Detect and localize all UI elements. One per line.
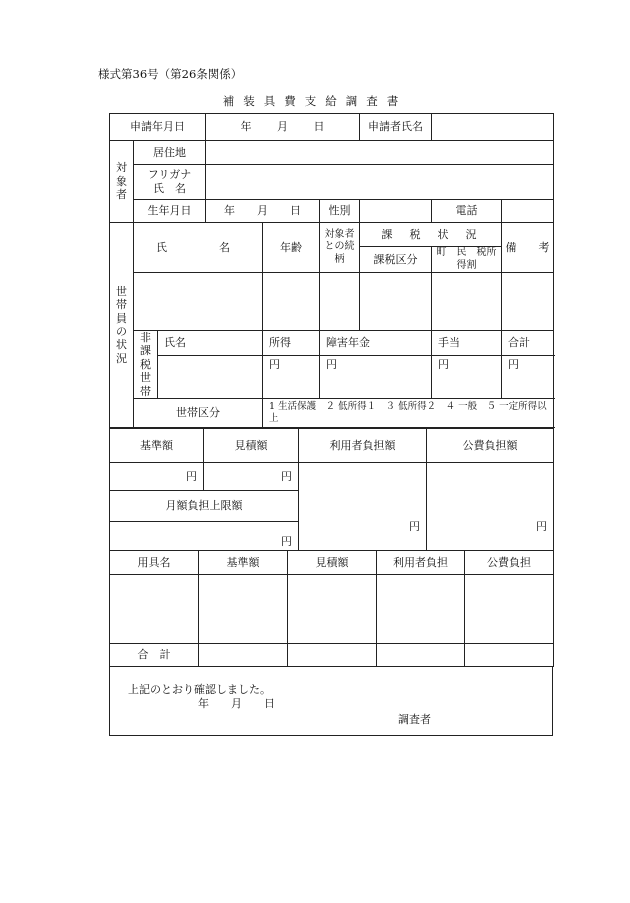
sex-field[interactable] [360,200,432,223]
household-resident-tax-cell[interactable] [432,273,502,331]
household-class-label: 世帯区分 [134,399,263,428]
standard-amount-header: 基準額 [110,429,204,463]
month-label: 月 [277,120,289,134]
item-name-cell[interactable] [110,575,199,644]
applicant-name-label: 申請者氏名 [360,114,432,141]
household-note-header: 備 考 [502,223,554,273]
household-relation-header: 対象者との続柄 [320,223,360,273]
household-tax-class-cell[interactable] [360,273,432,331]
non-taxable-group-label: 非 課 税 世 帯 [134,331,158,399]
phone-label: 電話 [432,200,502,223]
item-user-cell[interactable] [377,575,465,644]
page-title: 補装具費支給調査書 [222,94,408,108]
household-relation-cell[interactable] [320,273,360,331]
confirmation-date[interactable]: 年 月 日 [198,697,275,710]
nt-income-header: 所得 [263,331,320,356]
total-public-cell[interactable] [465,644,554,667]
investigator-label: 調査者 [398,713,431,726]
residence-field[interactable] [206,141,554,165]
monthly-limit-label: 月額負担上限額 [110,491,299,522]
item-standard-cell[interactable] [199,575,288,644]
amounts-table [109,428,554,551]
application-date-label: 申請年月日 [110,114,206,141]
confirmation-box [109,666,553,736]
nt-name-cell[interactable] [158,355,263,398]
target-name-field[interactable] [206,165,554,200]
household-age-cell[interactable] [263,273,320,331]
confirmation-text: 上記のとおり確認しました。 [128,683,271,696]
tax-status-header: 課 税 状 況 [360,223,502,247]
item-estimate-cell[interactable] [288,575,377,644]
nt-pension-header: 障害年金 [320,331,432,356]
phone-field[interactable] [502,200,554,223]
nt-income-cell[interactable]: 円 [263,355,320,398]
application-date-field[interactable] [206,114,360,141]
items-table [109,550,554,667]
household-name-header: 氏 名 [134,223,263,273]
total-label: 合 計 [110,644,199,667]
household-name-cell[interactable] [134,273,263,331]
nt-allowance-header: 手当 [432,331,502,356]
tax-class-header: 課税区分 [360,247,432,273]
public-burden-cell[interactable]: 円 [427,463,554,551]
estimate-amount-header: 見積額 [204,429,299,463]
nt-allowance-cell[interactable]: 円 [432,355,502,398]
household-note-cell[interactable] [502,273,554,331]
birth-date-label: 生年月日 [134,200,206,223]
user-burden-cell[interactable]: 円 [299,463,427,551]
birth-date-field[interactable]: 年 月 日 [206,200,320,223]
item-public-header: 公費負担 [465,551,554,575]
public-burden-header: 公費負担額 [427,429,554,463]
nt-name-header: 氏名 [158,331,263,356]
standard-amount-cell[interactable]: 円 [110,463,204,491]
item-user-header: 利用者負担 [377,551,465,575]
household-age-header: 年齢 [263,223,320,273]
year-label: 年 [240,120,252,134]
nt-pension-cell[interactable]: 円 [320,355,432,398]
total-standard-cell[interactable] [199,644,288,667]
total-user-cell[interactable] [377,644,465,667]
nt-total-cell[interactable]: 円 [502,355,554,398]
sex-label: 性別 [320,200,360,223]
item-standard-header: 基準額 [199,551,288,575]
item-name-header: 用具名 [110,551,199,575]
household-class-options[interactable]: 1 生活保護 ２ 低所得１ ３ 低所得２ ４ 一般 ５ 一定所得以上 [263,399,554,428]
resident-tax-header: 町 民 税所得割 [432,247,502,273]
item-estimate-header: 見積額 [288,551,377,575]
nt-total-header: 合計 [502,331,554,356]
estimate-amount-cell[interactable]: 円 [204,463,299,491]
monthly-limit-cell[interactable]: 円 [110,522,299,551]
form-number: 様式第36号（第26条関係） [98,67,243,81]
residence-label: 居住地 [134,141,206,165]
user-burden-header: 利用者負担額 [299,429,427,463]
furigana-name-label: フリガナ 氏 名 [134,165,206,200]
survey-table-upper [109,113,554,428]
item-public-cell[interactable] [465,575,554,644]
target-person-group-label: 対 象 者 [110,141,134,223]
total-estimate-cell[interactable] [288,644,377,667]
day-label: 日 [313,120,325,134]
applicant-name-field[interactable] [432,114,554,141]
household-group-label: 世 帯 員 の 状 況 [110,223,134,428]
